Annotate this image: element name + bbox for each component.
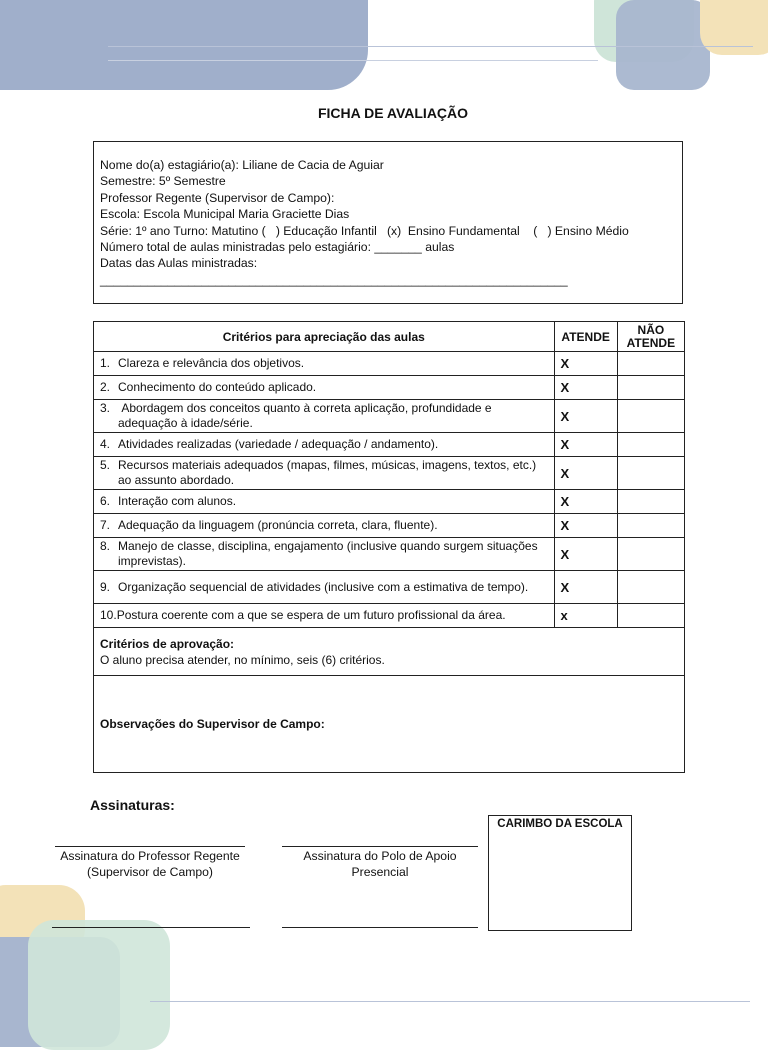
row-number: 5. bbox=[100, 458, 111, 472]
row-number: 7. bbox=[100, 518, 111, 532]
row-text: Clareza e relevância dos objetivos. bbox=[118, 356, 305, 370]
header-criteria: Critérios para apreciação das aulas bbox=[94, 322, 555, 352]
footer-divider-line bbox=[150, 1001, 750, 1002]
approval-criteria-row bbox=[94, 628, 685, 676]
info-line-teacher: Professor Regente (Supervisor de Campo): bbox=[100, 190, 335, 205]
school-stamp-label: CARIMBO DA ESCOLA bbox=[497, 818, 623, 830]
row-atende-mark: X bbox=[554, 376, 617, 400]
row-number: 4. bbox=[100, 437, 111, 451]
row-atende-mark: X bbox=[554, 352, 617, 376]
row-atende-mark: X bbox=[554, 538, 617, 571]
row-text: Recursos materiais adequados (mapas, filmes, músicas, imagens, textos, etc.) ao assunto abordado. bbox=[118, 458, 537, 487]
row-nao-atende-mark bbox=[617, 490, 684, 514]
row-text: Interação com alunos. bbox=[118, 494, 237, 508]
signature-line-regente bbox=[55, 846, 245, 847]
row-number: 2. bbox=[100, 380, 111, 394]
row-nao-atende-mark bbox=[617, 400, 684, 433]
table-row bbox=[94, 514, 685, 538]
info-line-dates-blank: _____________________________________________________________________ bbox=[100, 272, 568, 287]
info-line-dates-label: Datas das Aulas ministradas: bbox=[100, 256, 258, 271]
info-line-grade: Série: 1º ano Turno: Matutino ( ) Educação Infantil (x) Ensino Fundamental ( ) Ensino Médio bbox=[100, 223, 629, 238]
row-atende-mark: X bbox=[554, 490, 617, 514]
row-number: 3. bbox=[100, 401, 111, 415]
row-nao-atende-mark bbox=[617, 433, 684, 457]
row-atende-mark: x bbox=[554, 604, 617, 628]
table-row bbox=[94, 376, 685, 400]
signature-label-polo: Assinatura do Polo de Apoio Presencial bbox=[303, 849, 457, 879]
header-nao-atende: NÃO ATENDE bbox=[617, 322, 684, 352]
school-stamp-box bbox=[488, 815, 632, 931]
header-divider-line bbox=[108, 46, 753, 47]
info-line-name: Nome do(a) estagiário(a): Liliane de Cacia de Aguiar bbox=[100, 158, 384, 172]
table-row bbox=[94, 604, 685, 628]
observations-title: Observações do Supervisor de Campo: bbox=[100, 717, 325, 731]
decorative-shape-blue-small bbox=[616, 0, 710, 90]
row-number: 9. bbox=[100, 579, 111, 594]
row-atende-mark: X bbox=[554, 433, 617, 457]
row-nao-atende-mark bbox=[617, 514, 684, 538]
row-atende-mark: X bbox=[554, 514, 617, 538]
row-atende-mark: X bbox=[554, 400, 617, 433]
row-text: Conhecimento do conteúdo aplicado. bbox=[118, 380, 317, 394]
approval-criteria-text: O aluno precisa atender, no mínimo, seis (6) critérios. bbox=[100, 652, 385, 667]
table-row bbox=[94, 457, 685, 490]
row-nao-atende-mark bbox=[617, 376, 684, 400]
signature-line-polo-2 bbox=[282, 927, 478, 928]
observations-row bbox=[94, 676, 685, 773]
page-title: FICHA DE AVALIAÇÃO bbox=[317, 105, 469, 121]
table-row bbox=[94, 352, 685, 376]
row-number: 1. bbox=[100, 356, 111, 370]
header-atende: ATENDE bbox=[554, 322, 617, 352]
row-atende-mark: X bbox=[554, 571, 617, 604]
row-nao-atende-mark bbox=[617, 571, 684, 604]
decorative-shape-blue bbox=[0, 0, 368, 90]
table-header-row bbox=[94, 322, 685, 352]
criteria-table bbox=[93, 321, 685, 773]
signature-line-polo bbox=[282, 846, 478, 847]
table-row bbox=[94, 490, 685, 514]
table-row bbox=[94, 538, 685, 571]
row-number: 10. bbox=[100, 608, 117, 622]
decorative-shape-green-bottom bbox=[28, 920, 170, 1050]
table-row bbox=[94, 433, 685, 457]
info-line-semester: Semestre: 5º Semestre bbox=[100, 174, 226, 189]
row-text: Adequação da linguagem (pronúncia correta, clara, fluente). bbox=[118, 518, 438, 532]
table-row bbox=[94, 400, 685, 433]
approval-criteria-title: Critérios de aprovação: bbox=[100, 636, 235, 651]
row-text: Manejo de classe, disciplina, engajamento (inclusive quando surgem situações imprevistas). bbox=[118, 539, 538, 568]
info-line-total-classes: Número total de aulas ministradas pelo estagiário: _______ aulas bbox=[100, 240, 455, 255]
row-text: Organização sequencial de atividades (inclusive com a estimativa de tempo). bbox=[118, 579, 529, 594]
row-nao-atende-mark bbox=[617, 457, 684, 490]
row-nao-atende-mark bbox=[617, 538, 684, 571]
row-atende-mark: X bbox=[554, 457, 617, 490]
table-row bbox=[94, 571, 685, 604]
row-nao-atende-mark bbox=[617, 352, 684, 376]
signature-label-regente: Assinatura do Professor Regente (Supervisor de Campo) bbox=[60, 849, 240, 879]
signatures-heading: Assinaturas: bbox=[90, 797, 175, 813]
row-text: Abordagem dos conceitos quanto à correta aplicação, profundidade e adequação à idade/série. bbox=[118, 401, 495, 430]
row-text: Postura coerente com a que se espera de um futuro profissional da área. bbox=[116, 608, 506, 622]
student-info-box bbox=[93, 141, 683, 304]
row-number: 8. bbox=[100, 539, 111, 553]
row-number: 6. bbox=[100, 494, 111, 508]
row-nao-atende-mark bbox=[617, 604, 684, 628]
signature-line-regente-2 bbox=[52, 927, 250, 928]
row-text: Atividades realizadas (variedade / adequação / andamento). bbox=[118, 437, 439, 451]
header-divider-line-2 bbox=[108, 60, 598, 61]
info-line-school: Escola: Escola Municipal Maria Graciette Dias bbox=[100, 207, 350, 222]
